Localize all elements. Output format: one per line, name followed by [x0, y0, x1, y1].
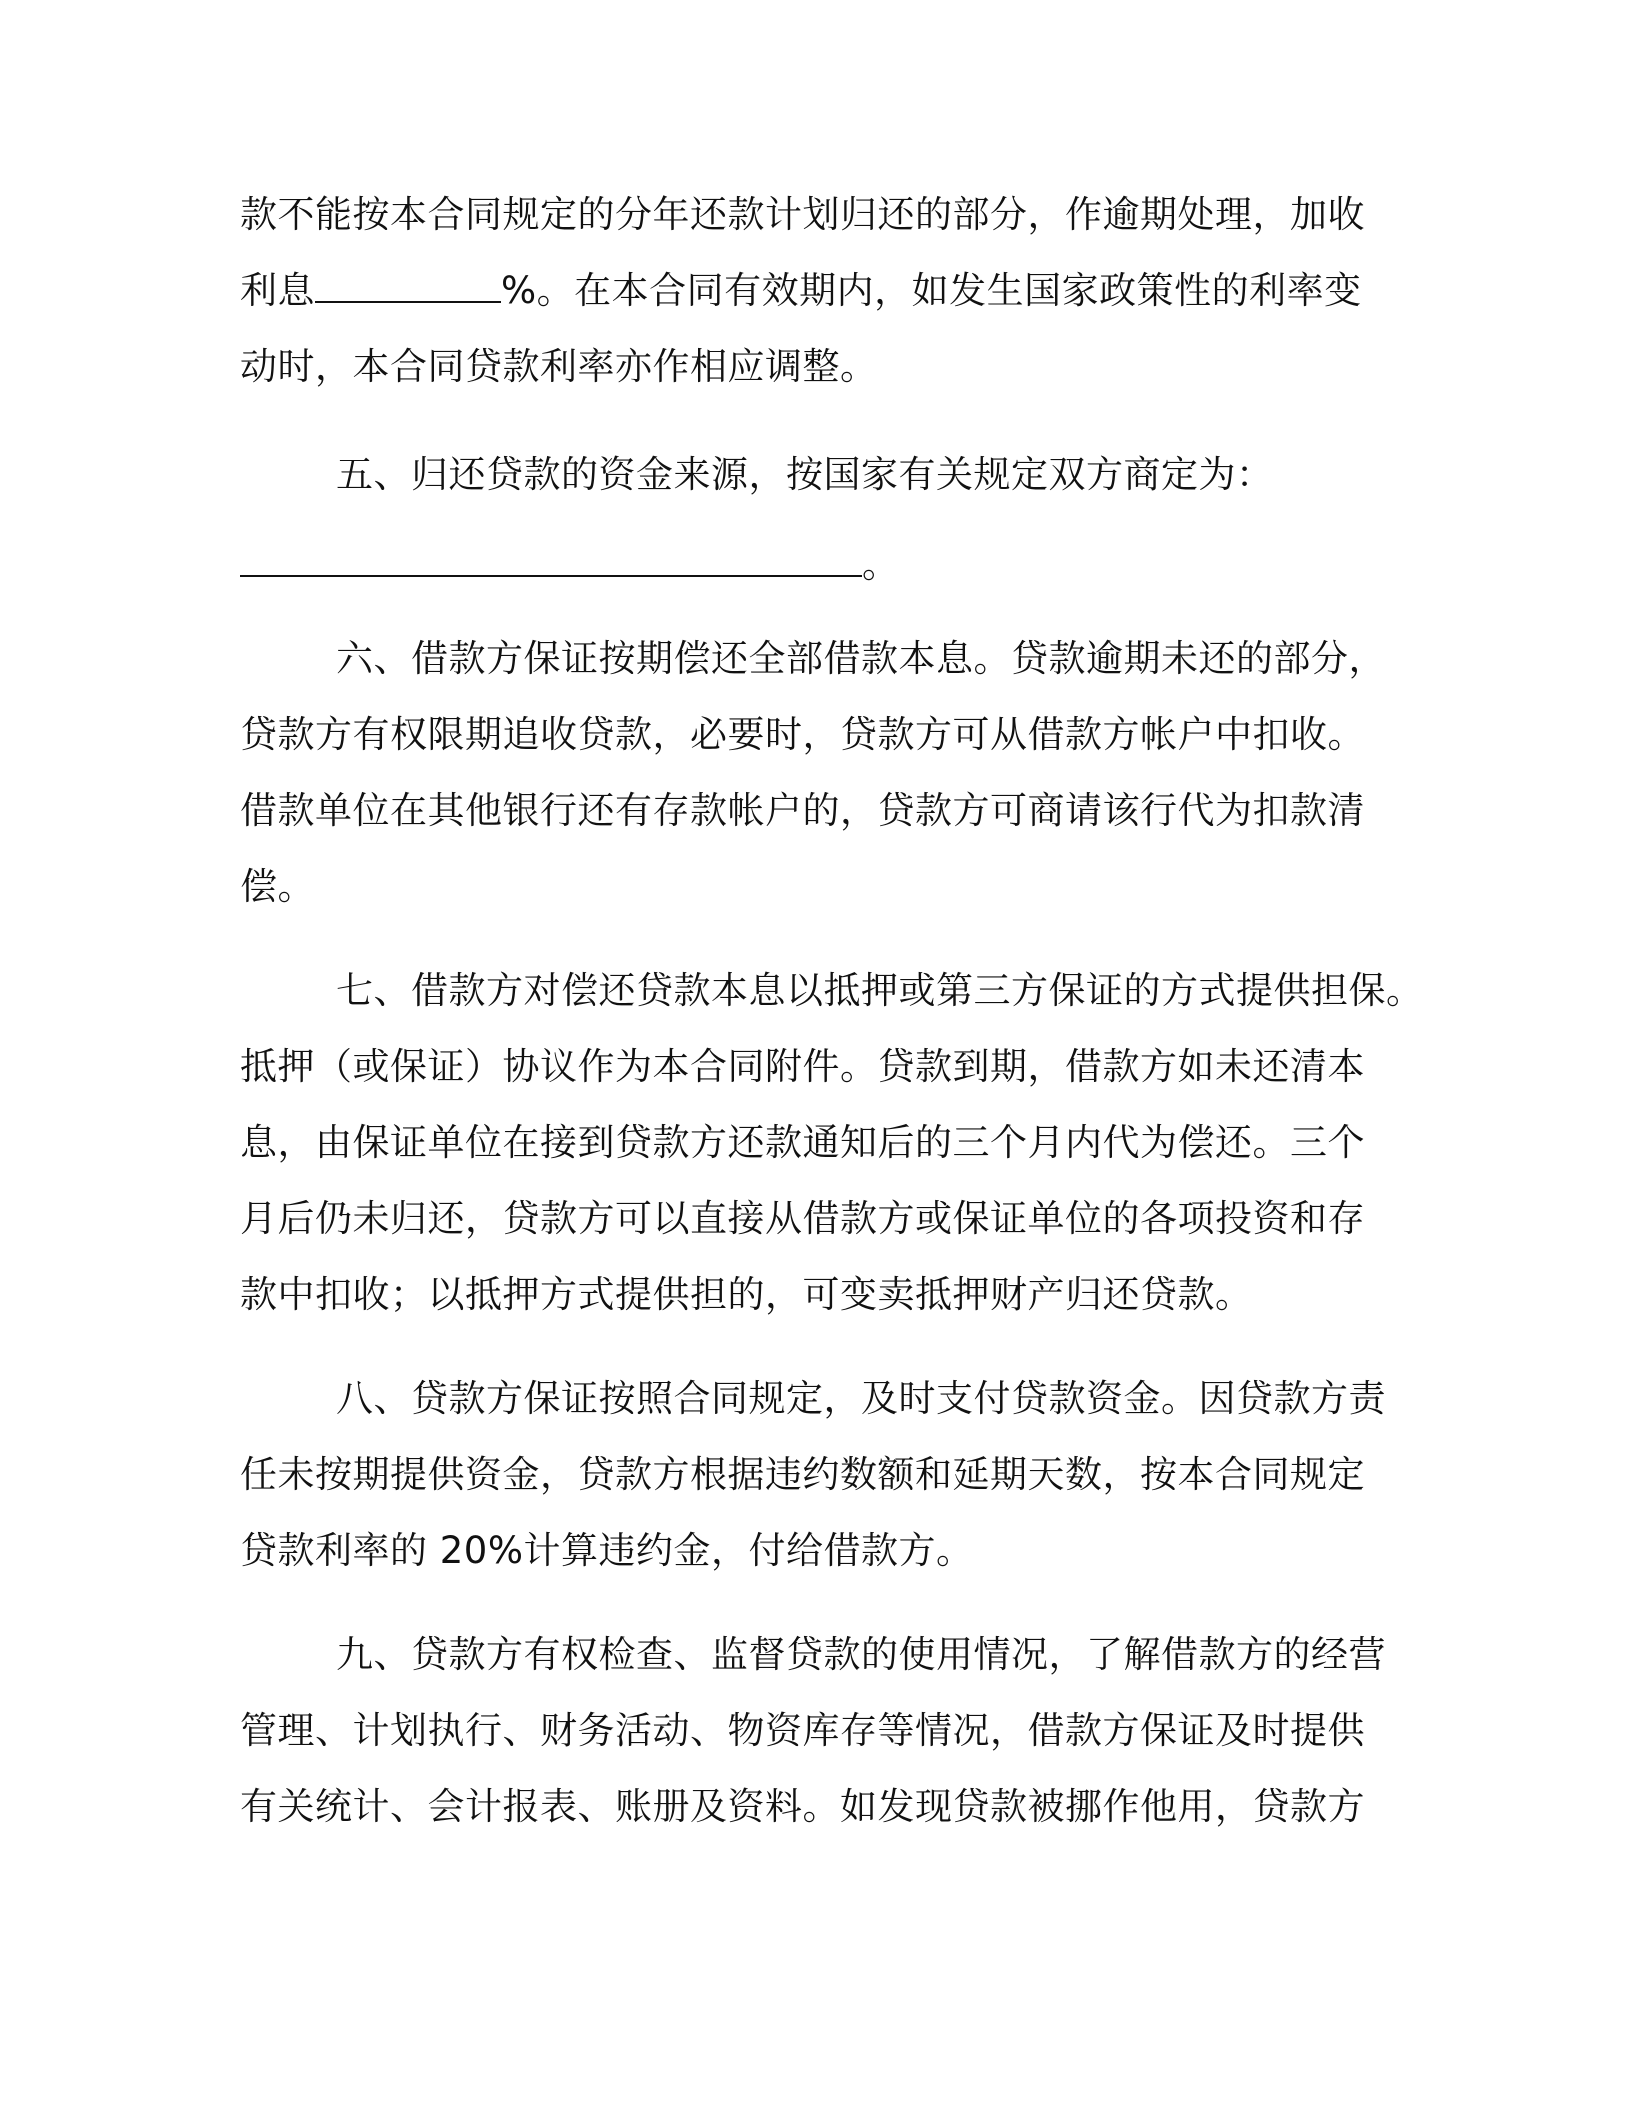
paragraph-6-line-4: 偿。 [240, 865, 315, 908]
funding-source-suffix: 。 [862, 543, 900, 586]
paragraph-5-line-2 [240, 540, 900, 590]
paragraph-8-line-1: 八、贷款方保证按照合同规定，及时支付贷款资金。因贷款方责 [336, 1377, 1386, 1420]
paragraph-4-line-1: 款不能按本合同规定的分年还款计划归还的部分，作逾期处理，加收 [240, 193, 1365, 236]
paragraph-9-line-2: 管理、计划执行、财务活动、物资库存等情况，借款方保证及时提供 [240, 1709, 1365, 1752]
funding-source-blank [240, 541, 862, 577]
interest-label: 利息 [240, 269, 315, 312]
interest-rate-suffix: %。在本合同有效期内，如发生国家政策性的利率变 [501, 269, 1362, 312]
paragraph-8-line-2: 任未按期提供资金，贷款方根据违约数额和延期天数，按本合同规定 [240, 1453, 1365, 1496]
paragraph-7-line-2: 抵押（或保证）协议作为本合同附件。贷款到期，借款方如未还清本 [240, 1045, 1365, 1088]
paragraph-6-line-3: 借款单位在其他银行还有存款帐户的，贷款方可商请该行代为扣款清 [240, 789, 1365, 832]
paragraph-9-line-1: 九、贷款方有权检查、监督贷款的使用情况，了解借款方的经营 [336, 1633, 1386, 1676]
paragraph-7-line-4: 月后仍未归还，贷款方可以直接从借款方或保证单位的各项投资和存 [240, 1197, 1365, 1240]
paragraph-6-line-1: 六、借款方保证按期偿还全部借款本息。贷款逾期未还的部分， [336, 637, 1386, 680]
interest-rate-blank [315, 267, 501, 303]
paragraph-4-line-2 [240, 266, 1362, 316]
paragraph-7-line-1: 七、借款方对偿还贷款本息以抵押或第三方保证的方式提供担保。 [336, 969, 1424, 1012]
paragraph-4-line-3: 动时，本合同贷款利率亦作相应调整。 [240, 345, 878, 388]
paragraph-5-line-1: 五、归还贷款的资金来源，按国家有关规定双方商定为： [336, 453, 1274, 496]
paragraph-6-line-2: 贷款方有权限期追收贷款，必要时，贷款方可从借款方帐户中扣收。 [240, 713, 1365, 756]
paragraph-7-line-5: 款中扣收；以抵押方式提供担的，可变卖抵押财产归还贷款。 [240, 1273, 1253, 1316]
paragraph-9-line-3: 有关统计、会计报表、账册及资料。如发现贷款被挪作他用，贷款方 [240, 1785, 1365, 1828]
paragraph-8-line-3: 贷款利率的 20%计算违约金，付给借款方。 [240, 1529, 974, 1572]
paragraph-7-line-3: 息，由保证单位在接到贷款方还款通知后的三个月内代为偿还。三个 [240, 1121, 1365, 1164]
